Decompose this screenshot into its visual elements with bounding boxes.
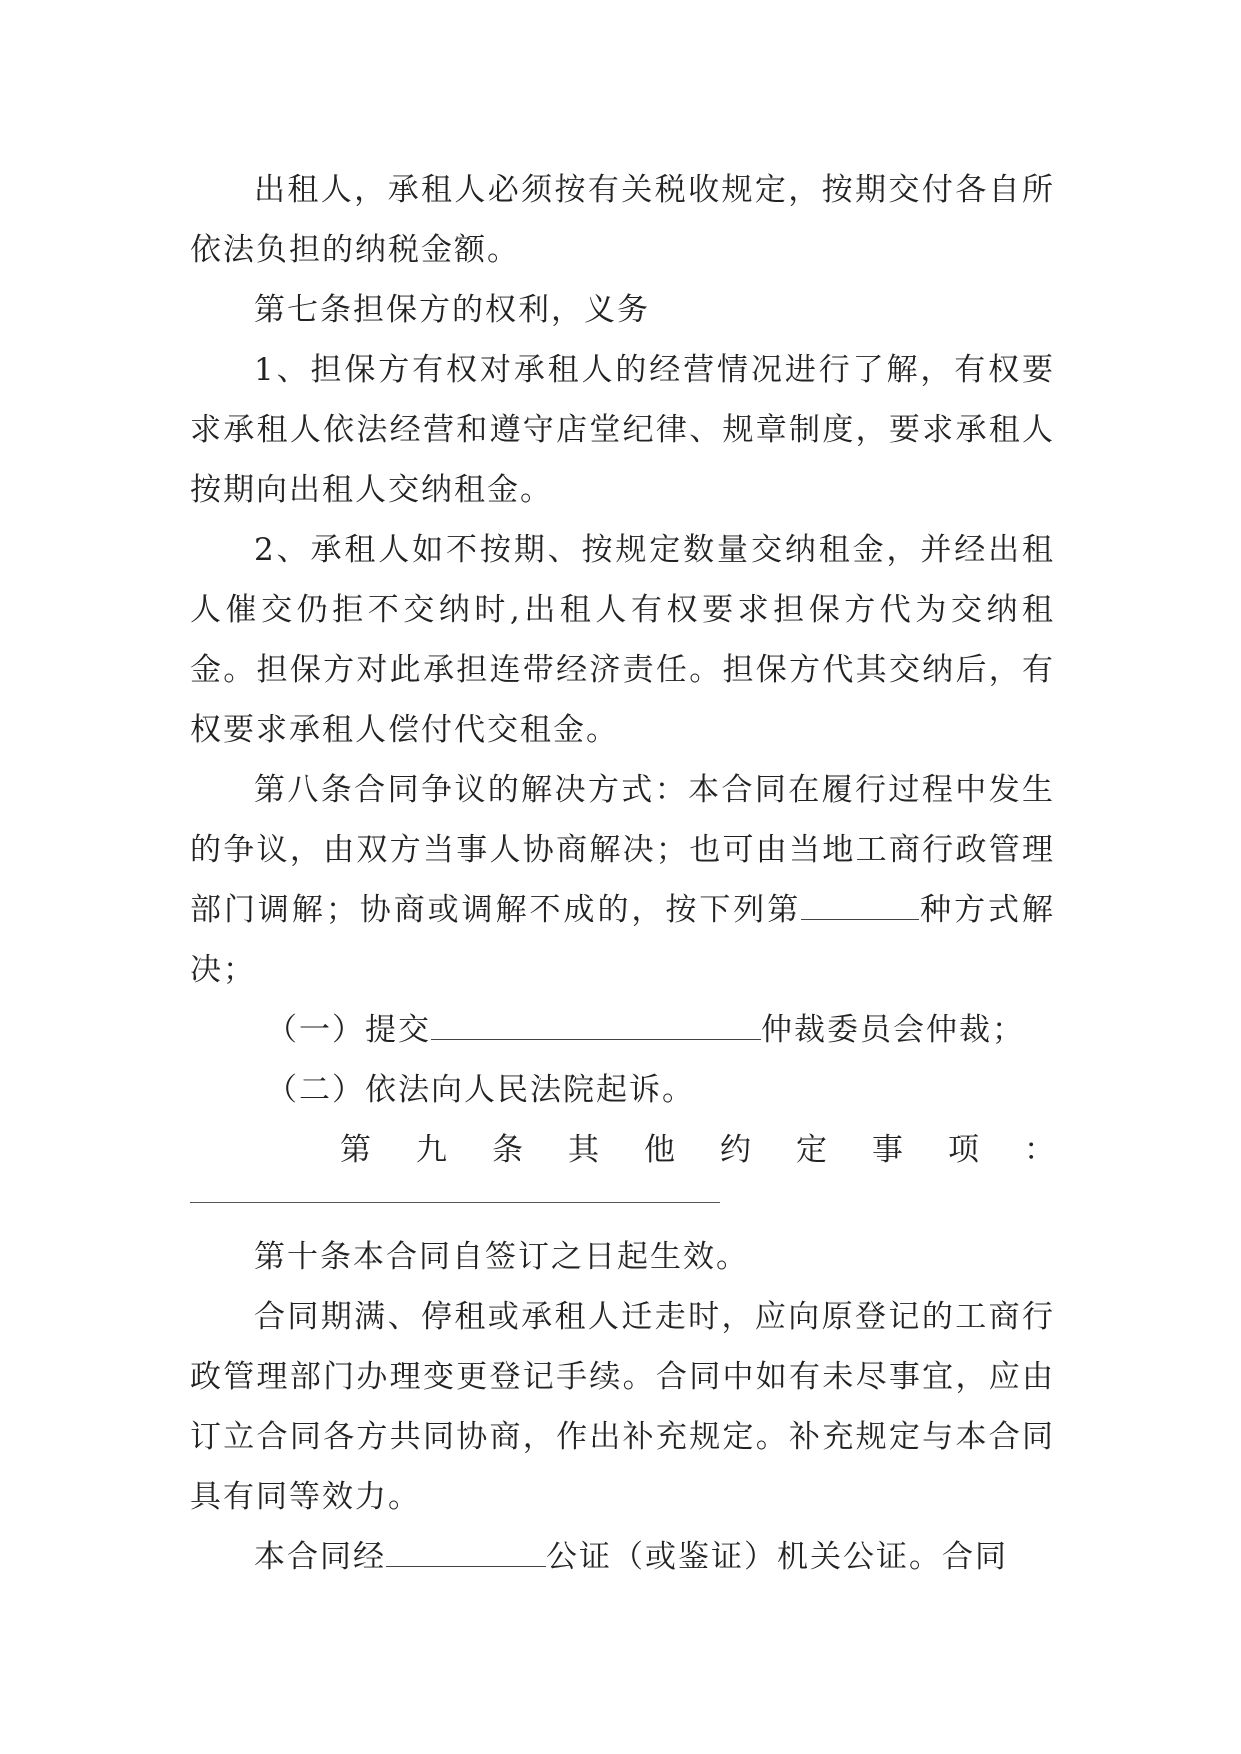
article-9-char: 九 xyxy=(416,1132,447,1168)
article-9-char: 其 xyxy=(568,1132,599,1168)
blank-other-matters-line xyxy=(190,1202,720,1203)
article-9-char: 他 xyxy=(644,1132,675,1168)
blank-arbitration-committee xyxy=(431,1003,761,1040)
document-body xyxy=(190,160,1055,1587)
paragraph-expiry: 合同期满、停租或承租人迁走时，应向原登记的工商行政管理部门办理变更登记手续。合同中如有未尽事宜，应由订立合同各方共同协商，作出补充规定。补充规定与本合同具有同等效力。 xyxy=(190,1299,1055,1515)
article-7-heading: 第七条担保方的权利，义务 xyxy=(254,292,650,328)
article-8-text-after: 种方式解决； xyxy=(190,892,1056,988)
article-8-text-before: 第八条合同争议的解决方式：本合同在履行过程中发生的争议，由双方当事人协商解决；也可由当地工商行政管理部门调解；协商或调解不成的，按下列第 xyxy=(190,772,1055,928)
article-7-item-1: 1、担保方有权对承租人的经营情况进行了解，有权要求承租人依法经营和遵守店堂纪律、规章制度，要求承租人按期向出租人交纳租金。 xyxy=(190,352,1055,508)
article-10-paragraph: 第十条本合同自签订之日起生效。 xyxy=(254,1239,749,1275)
article-9-char: 约 xyxy=(720,1132,751,1168)
notarization-text-before: 本合同经 xyxy=(254,1539,386,1575)
paragraph-tax: 出租人，承租人必须按有关税收规定，按期交付各自所依法负担的纳税金额。 xyxy=(190,172,1055,268)
article-9-char: 项 xyxy=(948,1132,979,1168)
article-9-heading xyxy=(190,1120,1055,1180)
article-9-char: 条 xyxy=(492,1132,523,1168)
article-7-item-2: 2、承租人如不按期、按规定数量交纳租金，并经出租人催交仍拒不交纳时,出租人有权要求担保方代为交纳租金。担保方对此承担连带经济责任。担保方代其交纳后，有权要求承租人偿付代交租金。 xyxy=(190,532,1055,748)
option-2: （二）依法向人民法院起诉。 xyxy=(266,1072,695,1108)
article-9-char: 第 xyxy=(340,1132,371,1168)
option-1-text-after: 仲裁委员会仲裁； xyxy=(761,1012,1025,1048)
option-1-text-before: （一）提交 xyxy=(266,1012,431,1048)
paragraph-notarization xyxy=(190,1527,1055,1587)
article-9-char: ： xyxy=(1024,1132,1055,1168)
article-9-char: 事 xyxy=(872,1132,903,1168)
notarization-text-after: 公证（或鉴证）机关公证。合同 xyxy=(546,1539,1008,1575)
blank-method-number xyxy=(801,883,919,920)
article-8-paragraph xyxy=(190,760,1055,1000)
article-9-char: 定 xyxy=(796,1132,827,1168)
option-1 xyxy=(190,1000,1055,1060)
blank-notary-office xyxy=(386,1530,546,1567)
